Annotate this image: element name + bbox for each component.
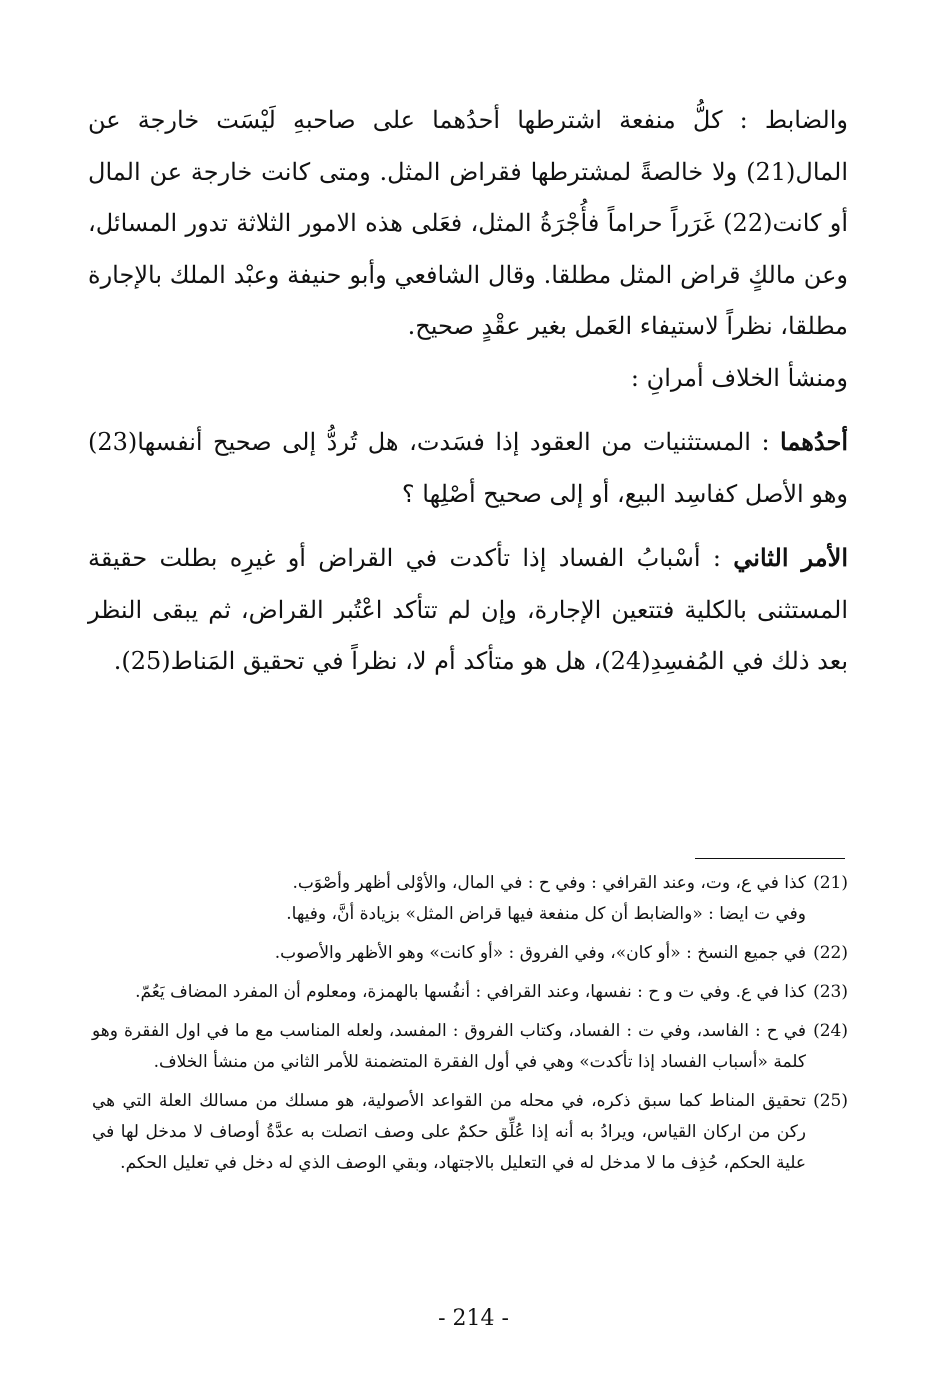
footnote-21-continuation: وفي ت ايضا : «والضابط أن كل منفعة فيها قراض المثل» بزيادة أنَّ، وفيها. xyxy=(286,904,806,924)
footnote-separator xyxy=(695,858,845,859)
first-matter-heading: أحدُهما xyxy=(780,427,848,456)
second-matter-heading: الأمر الثاني xyxy=(733,543,849,572)
footnote-24 xyxy=(92,1016,848,1078)
footnote-text: كذا في ع، وت، وعند القرافي : وفي ح : في المال، والأوْلى أظهر وأصْوَب. xyxy=(292,873,806,893)
paragraph-dispute-origin: ومنشأ الخلاف أمرانِ : xyxy=(630,363,848,392)
footnote-number: (24) xyxy=(813,1021,848,1041)
main-text xyxy=(88,95,848,688)
footnote-text: تحقيق المناط كما سبق ذكره، في محله من القواعد الأصولية، هو مسلك من مسالك العلة التي هي ركن من اركان القياس، ويرادُ به أنه إذا عُلِّق حكمٌ على وصف اتصلت به عدَّةُ أوصاف لا مدخل لها في علية الحكم، حُذِف ما لا مدخل له في التعليل بالاجتهاد، وبقي الوصف الذي له دخل في تعليل الحكم. xyxy=(92,1091,806,1173)
second-matter-text: : أسْبابُ الفساد إذا تأكدت في القراض أو غيرِه بطلت حقيقة المستثنى بالكلية فتتعين الإجارة، وإن لم تتأكد اعْتُبر القراض، ثم يبقى النظر بعد ذلك في المُفسِدِ(24)، هل هو متأكد أم لا، نظراً في تحقيق المَناط(25). xyxy=(88,544,848,675)
footnote-21 xyxy=(92,868,848,899)
footnote-number: (22) xyxy=(813,943,848,963)
footnote-text: في جميع النسخ : «أو كان»، وفي الفروق : «أو كانت» وهو الأظهر والأصوب. xyxy=(274,943,806,963)
footnote-23 xyxy=(92,977,848,1008)
paragraph-first-matter xyxy=(88,416,848,520)
footnote-text: كذا في ع. وفي ت و ح : نفسها، وعند القرافي : أنفُسها بالهمزة، ومعلوم أن المفرد المضاف يَعُمّ. xyxy=(135,982,806,1002)
footnote-25 xyxy=(92,1086,848,1179)
footnote-number: (21) xyxy=(813,873,848,893)
footnotes xyxy=(92,868,848,1179)
footnote-number: (25) xyxy=(813,1091,848,1111)
page-number: - 214 - xyxy=(438,1306,509,1331)
footnote-22 xyxy=(92,938,848,969)
paragraph-second-matter xyxy=(88,532,848,688)
footnote-text: في ح : الفاسد، وفي ت : الفساد، وكتاب الفروق : المفسد، ولعله المناسب مع ما في اول الفقرة وهو كلمة «أسباب الفساد إذا تأكدت» وهي في أول الفقرة المتضمنة للأمر الثاني من منشأ الخلاف. xyxy=(92,1021,806,1072)
first-matter-text: : المستثنيات من العقود إذا فسَدت، هل تُردُّ إلى صحيح أنفسها(23) وهو الأصل كفاسِد البيع، أو إلى صحيح أصْلِها ؟ xyxy=(88,428,848,508)
paragraph-rule: والضابط : كلُّ منفعة اشترطها أحدُهما على صاحبهِ لَيْسَت خارجة عن المال(21) ولا خالصةً لمشترطها فقراض المثل. ومتى كانت خارجة عن المال أو كانت(22) غَرَراً حراماً فأُجْرَةُ المثل، فعَلى هذه الامور الثلاثة تدور المسائل، وعن مالكٍ قراض المثل مطلقا. وقال الشافعي وأبو حنيفة وعبْد الملك بالإجارة مطلقا، نظراً لاستيفاء العَمل بغير عقْدٍ صحيح. xyxy=(88,106,848,340)
footnote-number: (23) xyxy=(813,982,848,1002)
